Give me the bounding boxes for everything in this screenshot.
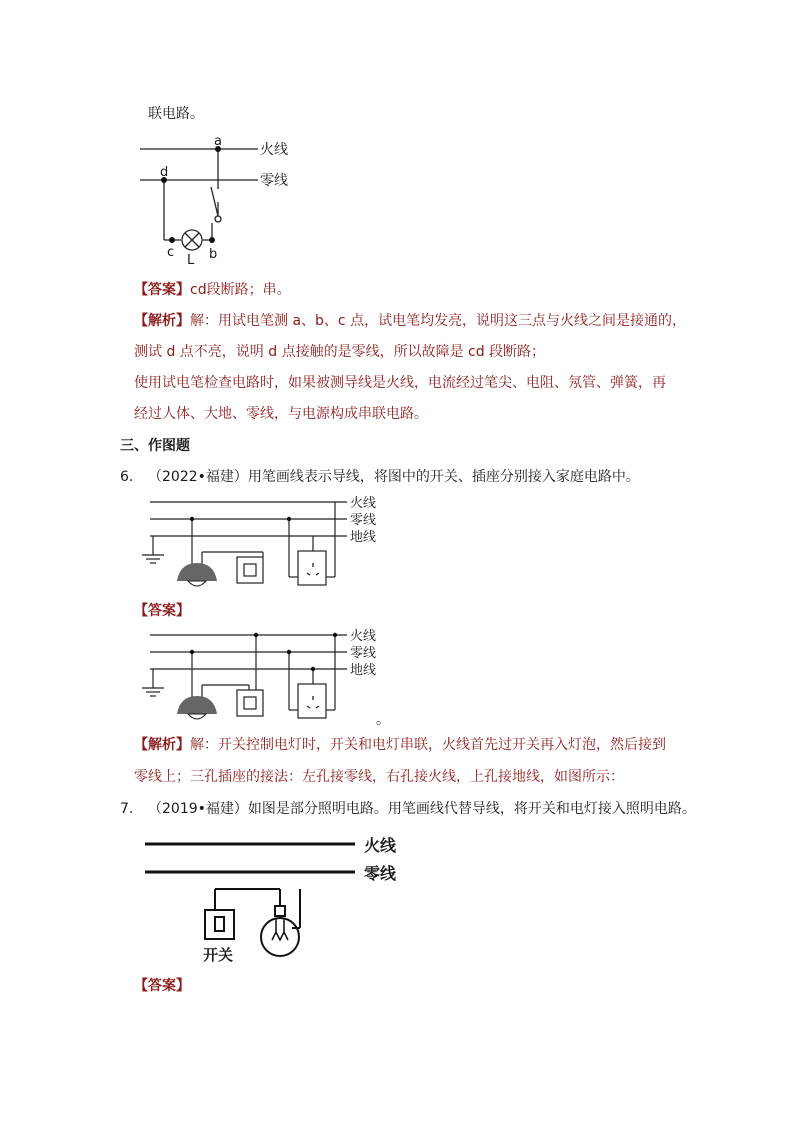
live-wire-label: 火线	[350, 629, 377, 644]
label-b: b	[209, 247, 218, 262]
point-b-dot	[209, 237, 215, 243]
label-L: L	[187, 253, 195, 268]
label-c: c	[167, 245, 175, 260]
neutral-wire-label: 零线	[364, 864, 397, 883]
answer-text: cd段断路；串。	[190, 282, 291, 298]
answer-6-tag: 【答案】	[134, 603, 190, 619]
ground-wire-label: 地线	[350, 530, 377, 545]
neutral-wire-label: 零线	[350, 646, 377, 661]
lighting-circuit-diagram	[140, 832, 410, 972]
switch-label: 开关	[203, 946, 234, 964]
ground-wire-label: 地线	[350, 663, 377, 678]
answer-tag: 【答案】	[134, 282, 190, 298]
label-d: d	[160, 165, 169, 180]
answer-7-tag: 【答案】	[134, 978, 190, 994]
lamp-bulb	[188, 581, 206, 586]
question-6-number: 6.	[120, 469, 134, 485]
analysis-6-line-1	[134, 735, 666, 755]
analysis-text: 解：用试电笔测 a、b、c 点，试电笔均发亮，说明这三点与火线之间是接通的，	[190, 313, 687, 329]
tester-circuit-diagram	[140, 134, 310, 269]
analysis-tag: 【解析】	[134, 737, 190, 753]
live-wire-label: 火线	[364, 836, 397, 855]
analysis-6-line-2: 零线上；三孔插座的接法：左孔接零线，右孔接火线，上孔接地线，如图所示：	[134, 769, 624, 785]
lamp-shade	[177, 563, 217, 581]
analysis-1-line-3: 使用试电笔检查电路时，如果被测导线是火线，电流经过笔尖、电阻、氖管、弹簧，再	[134, 375, 666, 391]
question-7-text: （2019•福建）如图是部分照明电路。用笔画线代替导线，将开关和电灯接入照明电路。	[148, 801, 696, 817]
lamp-shade	[177, 696, 217, 714]
analysis-tag: 【解析】	[134, 313, 190, 329]
live-wire-label: 火线	[350, 496, 377, 511]
analysis-1-line-4: 经过人体、大地、零线，与电源构成串联电路。	[134, 406, 428, 422]
section-heading: 三、作图题	[120, 438, 190, 454]
intro-text: 联电路。	[148, 106, 204, 122]
neutral-wire-label: 零线	[260, 173, 288, 189]
answer-period: 。	[376, 712, 390, 728]
label-a: a	[214, 134, 222, 149]
question-6-text: （2022•福建）用笔画线表示导线，将图中的开关、插座分别接入家庭电路中。	[148, 469, 640, 485]
analysis-text: 解：开关控制电灯时，开关和电灯串联，火线首先过开关再入灯泡，然后接到	[190, 737, 666, 753]
household-circuit-answer-diagram	[140, 628, 390, 728]
question-7-number: 7.	[120, 801, 134, 817]
analysis-1-line-2: 测试 d 点不亮，说明 d 点接触的是零线，所以故障是 cd 段断路；	[134, 344, 546, 360]
live-wire-label: 火线	[260, 142, 288, 158]
analysis-1-line-1	[134, 311, 686, 331]
answer-1	[134, 280, 291, 300]
neutral-wire-label: 零线	[350, 513, 377, 528]
household-circuit-question-diagram	[140, 495, 390, 595]
lamp-bulb	[188, 714, 206, 719]
point-c-dot	[169, 237, 175, 243]
